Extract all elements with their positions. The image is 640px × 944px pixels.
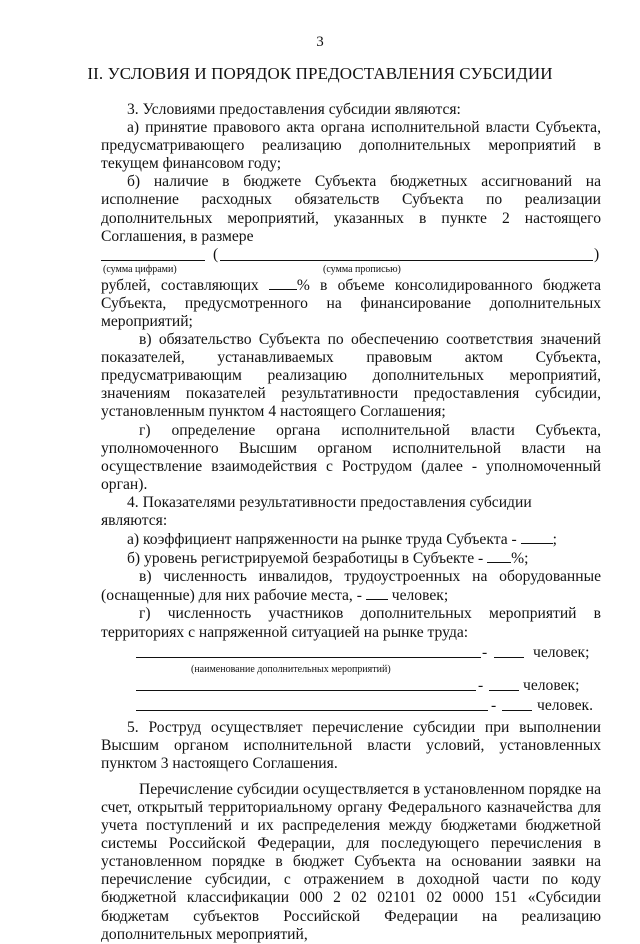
paragraph-3v: в) обязательство Субъекта по обеспечению соответствия значений показателей, устанавливаемых правовым актом Субъекта, предусматривающим реализацию дополнительных мероприятий, значениям показателей результативности предоставления субсидии, установленным пунктом 4 настоящего Соглашения; <box>101 331 601 421</box>
measure-unit-3: человек. <box>537 696 594 714</box>
count-line-2 <box>489 690 519 691</box>
p4a-text: а) коэффициент напряженности на рынке труда Субъекта - <box>127 531 517 549</box>
caption-sum-words: (сумма прописью) <box>323 263 401 275</box>
amount-words-line <box>220 260 593 261</box>
amount-close-paren: ) <box>594 245 600 263</box>
measure-unit-2: человек; <box>523 676 580 694</box>
p4a-end: ; <box>552 531 557 549</box>
page-number: 3 <box>316 34 324 50</box>
paragraph-4g: г) численность участников дополнительных мероприятий в территориях с напряженной ситуацией на рынке труда: <box>101 605 601 641</box>
paragraph-6: Перечисление субсидии осуществляется в установленном порядке на счет, открытый территориальному органу Федерального казначейства для учета поступлений и их распределения между бюджетами бюджетной системы Российской Федерации, для последующего перечисления в установленном порядке в бюджет Субъекта на основании заявки на перечисление субсидии, с отражением в доходной части по коду бюджетной классификации 000 2 02 02101 02 0000 151 «Субсидии бюджетам субъектов Российской Федерации на реализацию дополнительных мероприятий, <box>101 780 601 943</box>
paragraph-3b: б) наличие в бюджете Субъекта бюджетных ассигнований на исполнение расходных обязательств Субъекта по реализации дополнительных мероприятий, указанных в пункте 2 настоящего Соглашения, в размере <box>101 173 601 245</box>
count-line-1 <box>494 657 524 658</box>
paragraph-4-intro: 4. Показателями результативности предоставления субсидии являются: <box>101 493 532 529</box>
p4a-blank <box>521 530 553 544</box>
caption-sum-digits: (сумма цифрами) <box>103 263 177 275</box>
paragraph-3-intro: 3. Условиями предоставления субсидии являются: <box>127 101 461 118</box>
measure-fill-row-2 <box>101 677 601 697</box>
section-title: II. УСЛОВИЯ И ПОРЯДОК ПРЕДОСТАВЛЕНИЯ СУБСИДИИ <box>87 64 553 83</box>
paragraph-4v <box>101 568 601 605</box>
p3b-cont-rest: % в объеме консолидированного бюджета Субъекта, предусмотренного на финансирование дополнительных мероприятий; <box>101 276 601 330</box>
p4v-end: человек; <box>391 587 449 605</box>
p4b-text: б) уровень регистрируемой безработицы в Субъекте - <box>127 550 484 568</box>
count-line-3 <box>502 710 532 711</box>
caption-measures: (наименование дополнительных мероприятий) <box>191 663 391 675</box>
measure-dash-2: - <box>478 676 484 694</box>
p4b-end: %; <box>511 550 529 568</box>
paragraph-3a: а) принятие правового акта органа исполнительной власти Субъекта, предусматривающего реализацию дополнительных мероприятий в текущем финансовом году; <box>101 119 601 173</box>
paragraph-4a <box>101 530 601 549</box>
measure-unit-1: человек; <box>533 643 590 661</box>
paragraph-3b-continued <box>101 276 601 331</box>
amount-fill-row <box>101 246 601 264</box>
paragraph-4b <box>101 549 601 568</box>
p4b-blank <box>487 549 511 563</box>
paragraph-3g: г) определение органа исполнительной власти Субъекта, уполномоченного Высшим органом исполнительной власти на осуществление взаимодействия с Рострудом (далее - уполномоченный орган). <box>101 421 601 493</box>
p4v-text: в) численность инвалидов, трудоустроенных на оборудованные (оснащенные) для них рабочие места, - <box>101 568 601 605</box>
amount-open-paren: ( <box>213 245 219 263</box>
measure-line-1 <box>136 657 481 658</box>
measure-dash-3: - <box>491 696 497 714</box>
measure-line-2 <box>136 690 476 691</box>
measure-dash-1: - <box>482 643 488 661</box>
measure-fill-row-1 <box>101 644 601 664</box>
p4v-blank <box>366 586 388 600</box>
document-body <box>101 94 601 944</box>
p3b-cont-start: рублей, составляющих <box>101 276 259 294</box>
measure-fill-row-3 <box>101 697 601 717</box>
percent-blank <box>269 276 297 290</box>
paragraph-5: 5. Роструд осуществляет перечисление субсидии при выполнении Высшим органом исполнительной власти условий, установленных пунктом 3 настоящего Соглашения. <box>101 718 601 772</box>
measures-caption-row <box>101 664 601 677</box>
amount-digits-line <box>101 260 205 261</box>
amount-captions <box>101 264 601 276</box>
measure-line-3 <box>136 710 488 711</box>
